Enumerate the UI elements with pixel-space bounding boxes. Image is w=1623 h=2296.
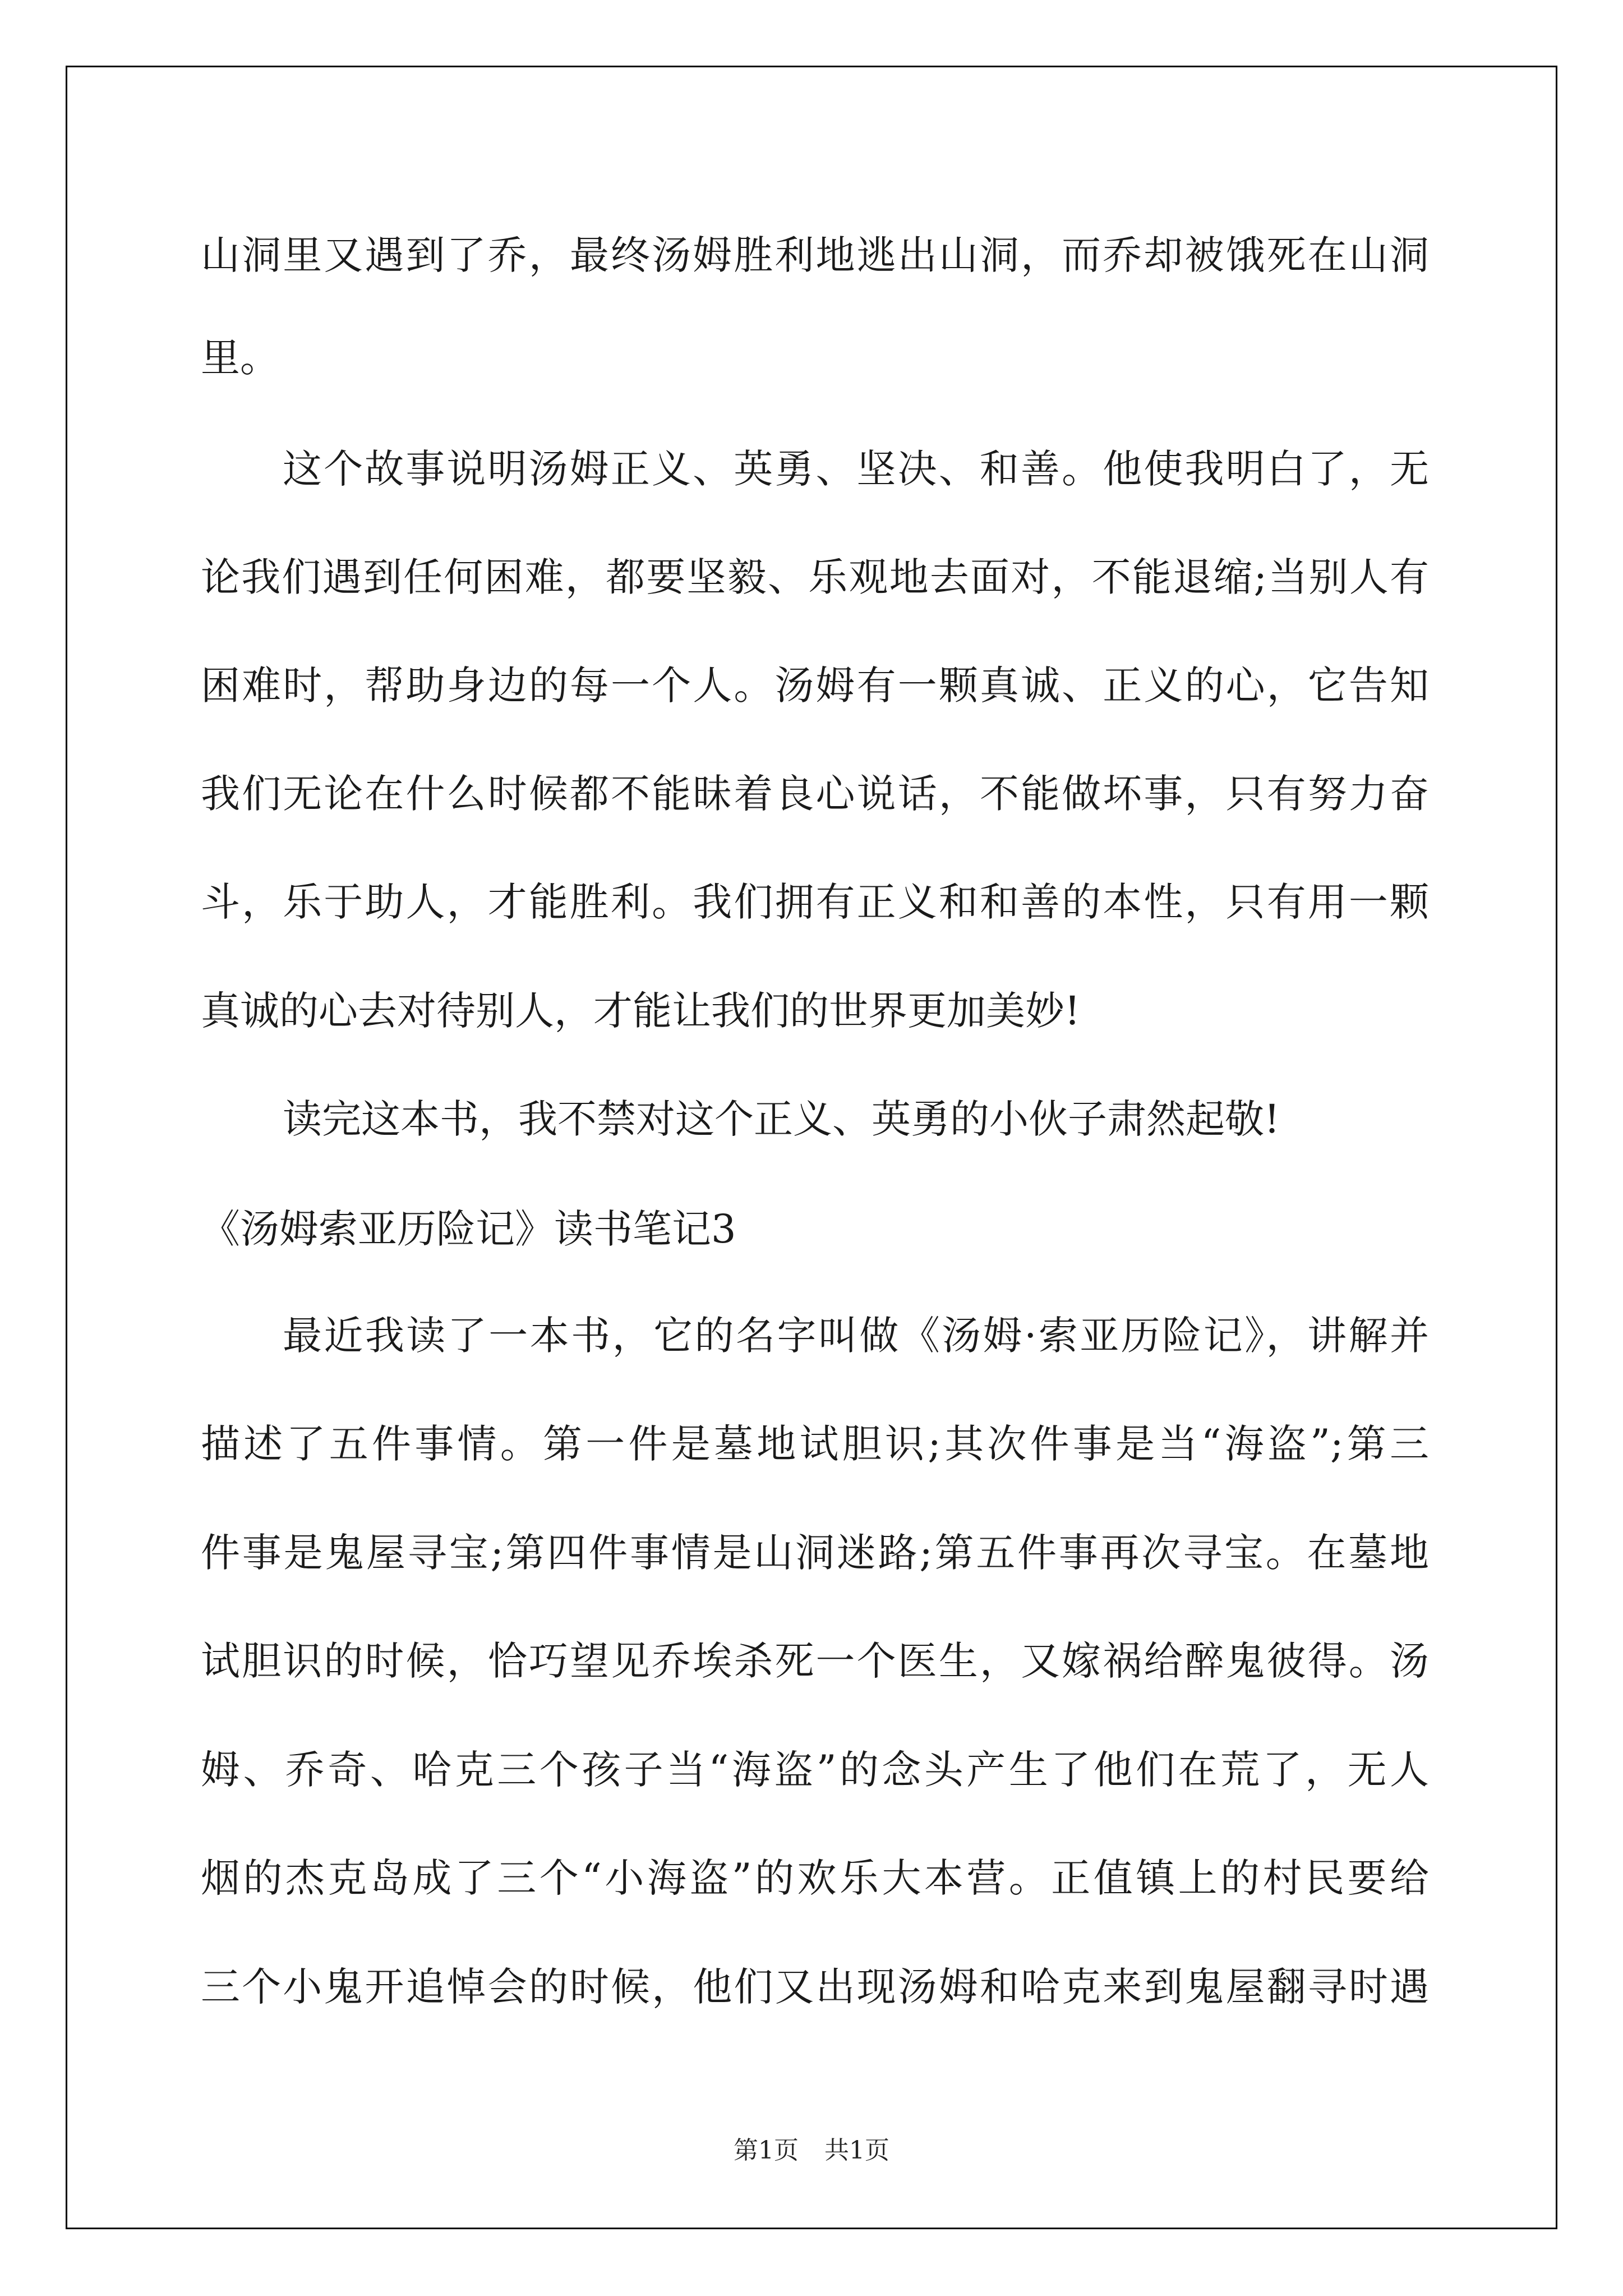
text-line: 斗，乐于助人，才能胜利。我们拥有正义和和善的本性，只有用一颗 (201, 879, 1429, 925)
text-line: 试胆识的时候，恰巧望见乔埃杀死一个医生，又嫁祸给醉鬼彼得。汤 (201, 1638, 1429, 1684)
page-number: 第1页 (734, 2136, 799, 2165)
text-line: 读完这本书，我不禁对这个正义、英勇的小伙子肃然起敬! (283, 1096, 1280, 1142)
text-line: 最近我读了一本书，它的名字叫做《汤姆·索亚历险记》，讲解并 (283, 1313, 1429, 1359)
text-line: 这个故事说明汤姆正义、英勇、坚决、和善。他使我明白了，无 (283, 446, 1429, 492)
text-line: 里。 (201, 335, 279, 381)
text-line: 描述了五件事情。第一件是墓地试胆识;其次件事是当“海盗”;第三 (201, 1421, 1429, 1467)
text-line: 件事是鬼屋寻宝;第四件事情是山洞迷路;第五件事再次寻宝。在墓地 (201, 1530, 1429, 1576)
text-line: 困难时，帮助身边的每一个人。汤姆有一颗真诚、正义的心，它告知 (201, 662, 1429, 708)
text-line: 真诚的心去对待别人，才能让我们的世界更加美妙! (201, 988, 1081, 1034)
section-heading: 《汤姆索亚历险记》读书笔记3 (201, 1206, 736, 1252)
page-footer (0, 2134, 1623, 2168)
text-line: 我们无论在什么时候都不能昧着良心说话，不能做坏事，只有努力奋 (201, 771, 1429, 817)
text-line: 论我们遇到任何困难，都要坚毅、乐观地去面对，不能退缩;当别人有 (201, 554, 1429, 600)
text-line: 姆、乔奇、哈克三个孩子当“海盗”的念头产生了他们在荒了，无人 (201, 1747, 1429, 1793)
text-line: 三个小鬼开追悼会的时候，他们又出现汤姆和哈克来到鬼屋翻寻时遇 (201, 1964, 1429, 2010)
text-line: 烟的杰克岛成了三个“小海盗”的欢乐大本营。正值镇上的村民要给 (201, 1855, 1429, 1901)
text-line: 山洞里又遇到了乔，最终汤姆胜利地逃出山洞，而乔却被饿死在山洞 (201, 232, 1429, 278)
page-total: 共1页 (824, 2136, 889, 2165)
